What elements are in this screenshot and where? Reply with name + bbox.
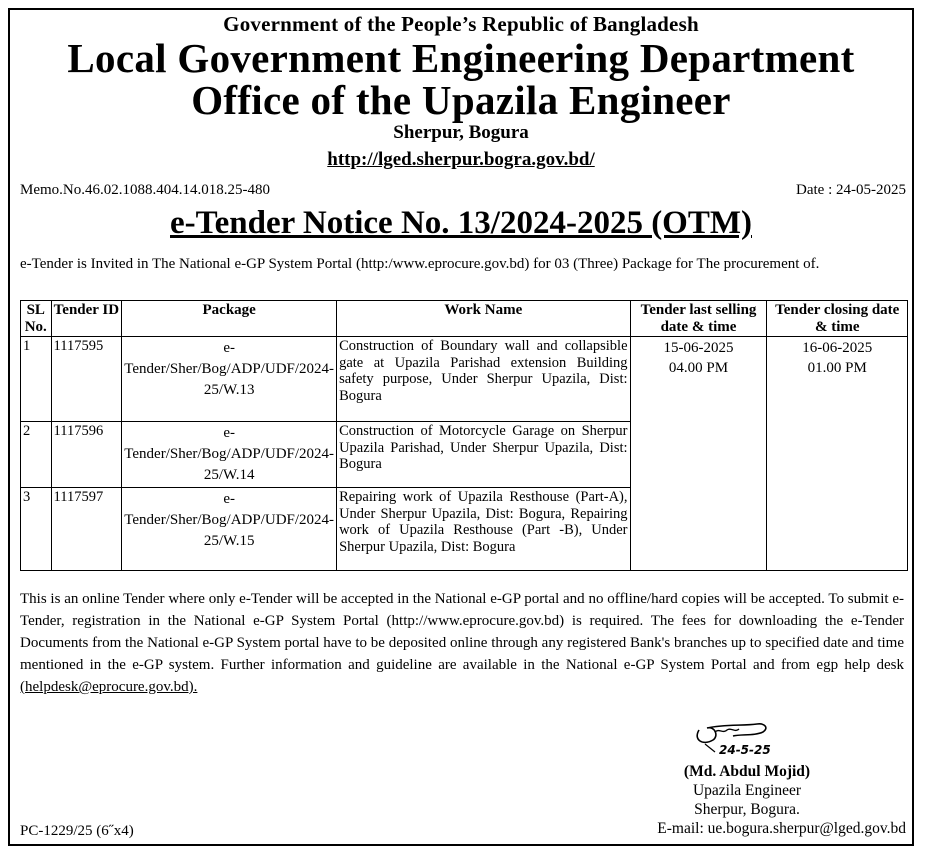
row-tender-id: 1117596: [51, 422, 122, 488]
helpdesk-email-link[interactable]: (helpdesk@eprocure.gov.bd).: [20, 679, 198, 695]
notice-title: e-Tender Notice No. 13/2024-2025 (OTM): [170, 205, 752, 241]
office-header: Office of the Upazila Engineer: [191, 77, 731, 123]
row-tender-id: 1117597: [51, 488, 122, 571]
government-header: Government of the People’s Republic of Bangladesh: [223, 12, 699, 36]
row-package: e-Tender/Sher/Bog/ADP/UDF/2024-25/W.15: [122, 488, 337, 571]
selling-date-cell: [630, 337, 767, 571]
selling-date: 15-06-2025: [663, 340, 734, 356]
row-work-name: Construction of Motorcycle Garage on Sherpur Upazila Parishad, Under Sherpur Upazila, Dist: Bogura: [337, 422, 630, 488]
terms-paragraph: [20, 588, 904, 698]
selling-time: 04.00 PM: [668, 360, 729, 376]
row-tender-id: 1117595: [51, 337, 122, 422]
notice-date: Date : 24-05-2025: [796, 182, 906, 198]
header-package: Package: [122, 301, 337, 337]
row-package: e-Tender/Sher/Bog/ADP/UDF/2024-25/W.13: [122, 337, 337, 422]
row-work-name: Construction of Boundary wall and collapsible gate at Upazila Parishad extension Building safety purpose, Under Sherpur Upazila, Dist: Bogura: [337, 337, 630, 422]
terms-text: This is an online Tender where only e-Tender will be accepted in the National e-GP portal and no offline/hard copies will be accepted. To submit e-Tender, registration in the National e-GP System Portal (http://www.eprocure.gov.bd) is required. The fees for downloading the e-Tender Documents from the National e-GP System portal have to be deposited online through any registered Bank's branches up to specified date and time mentioned in the e-GP system. Further information and guideline are available in the National e-GP System Portal and from egp help desk: [20, 591, 904, 673]
closing-date-cell: [767, 337, 908, 571]
header-work-name: Work Name: [337, 301, 630, 337]
table-row: [21, 337, 908, 422]
office-location: Sherpur, Bogura: [393, 122, 529, 143]
signature-date: 24-5-25: [719, 743, 771, 757]
tender-notice-page: [8, 8, 914, 846]
signer-location: Sherpur, Bogura.: [694, 801, 800, 818]
tender-table: [20, 300, 908, 571]
header-tender-id: Tender ID: [51, 301, 122, 337]
row-work-name: Repairing work of Upazila Resthouse (Part-A), Under Sherpur Upazila, Dist: Bogura, Repairing work of Upazila Resthouse (Part -B), Under Sherpur Upazila, Dist: Bogura: [337, 488, 630, 571]
header-sl: SL No.: [21, 301, 52, 337]
closing-time: 01.00 PM: [807, 360, 867, 376]
row-sl: 1: [21, 337, 52, 422]
signer-email[interactable]: E-mail: ue.bogura.sherpur@lged.gov.bd: [657, 820, 906, 837]
handwritten-signature: [685, 710, 775, 760]
row-package: e-Tender/Sher/Bog/ADP/UDF/2024-25/W.14: [122, 422, 337, 488]
header-selling-date: Tender last selling date & time: [630, 301, 767, 337]
intro-text: e-Tender is Invited in The National e-GP System Portal (http:/www.eprocure.gov.bd) for 03 (Three) Package for The procurement of.: [20, 256, 820, 272]
pc-reference: PC-1229/25 (6˝x4): [20, 823, 134, 839]
header-closing-date: Tender closing date & time: [767, 301, 908, 337]
memo-number: Memo.No.46.02.1088.404.14.018.25-480: [20, 182, 270, 198]
signer-designation: Upazila Engineer: [692, 782, 801, 799]
website-link[interactable]: http://lged.sherpur.bogra.gov.bd/: [327, 149, 595, 170]
website-link-wrapper: [10, 148, 912, 172]
department-header: Local Government Engineering Department: [67, 35, 855, 81]
signer-name: (Md. Abdul Mojid): [683, 763, 811, 780]
row-sl: 3: [21, 488, 52, 571]
notice-title-wrapper: [10, 204, 912, 242]
closing-date: 16-06-2025: [802, 340, 873, 356]
table-header-row: [21, 301, 908, 337]
row-sl: 2: [21, 422, 52, 488]
